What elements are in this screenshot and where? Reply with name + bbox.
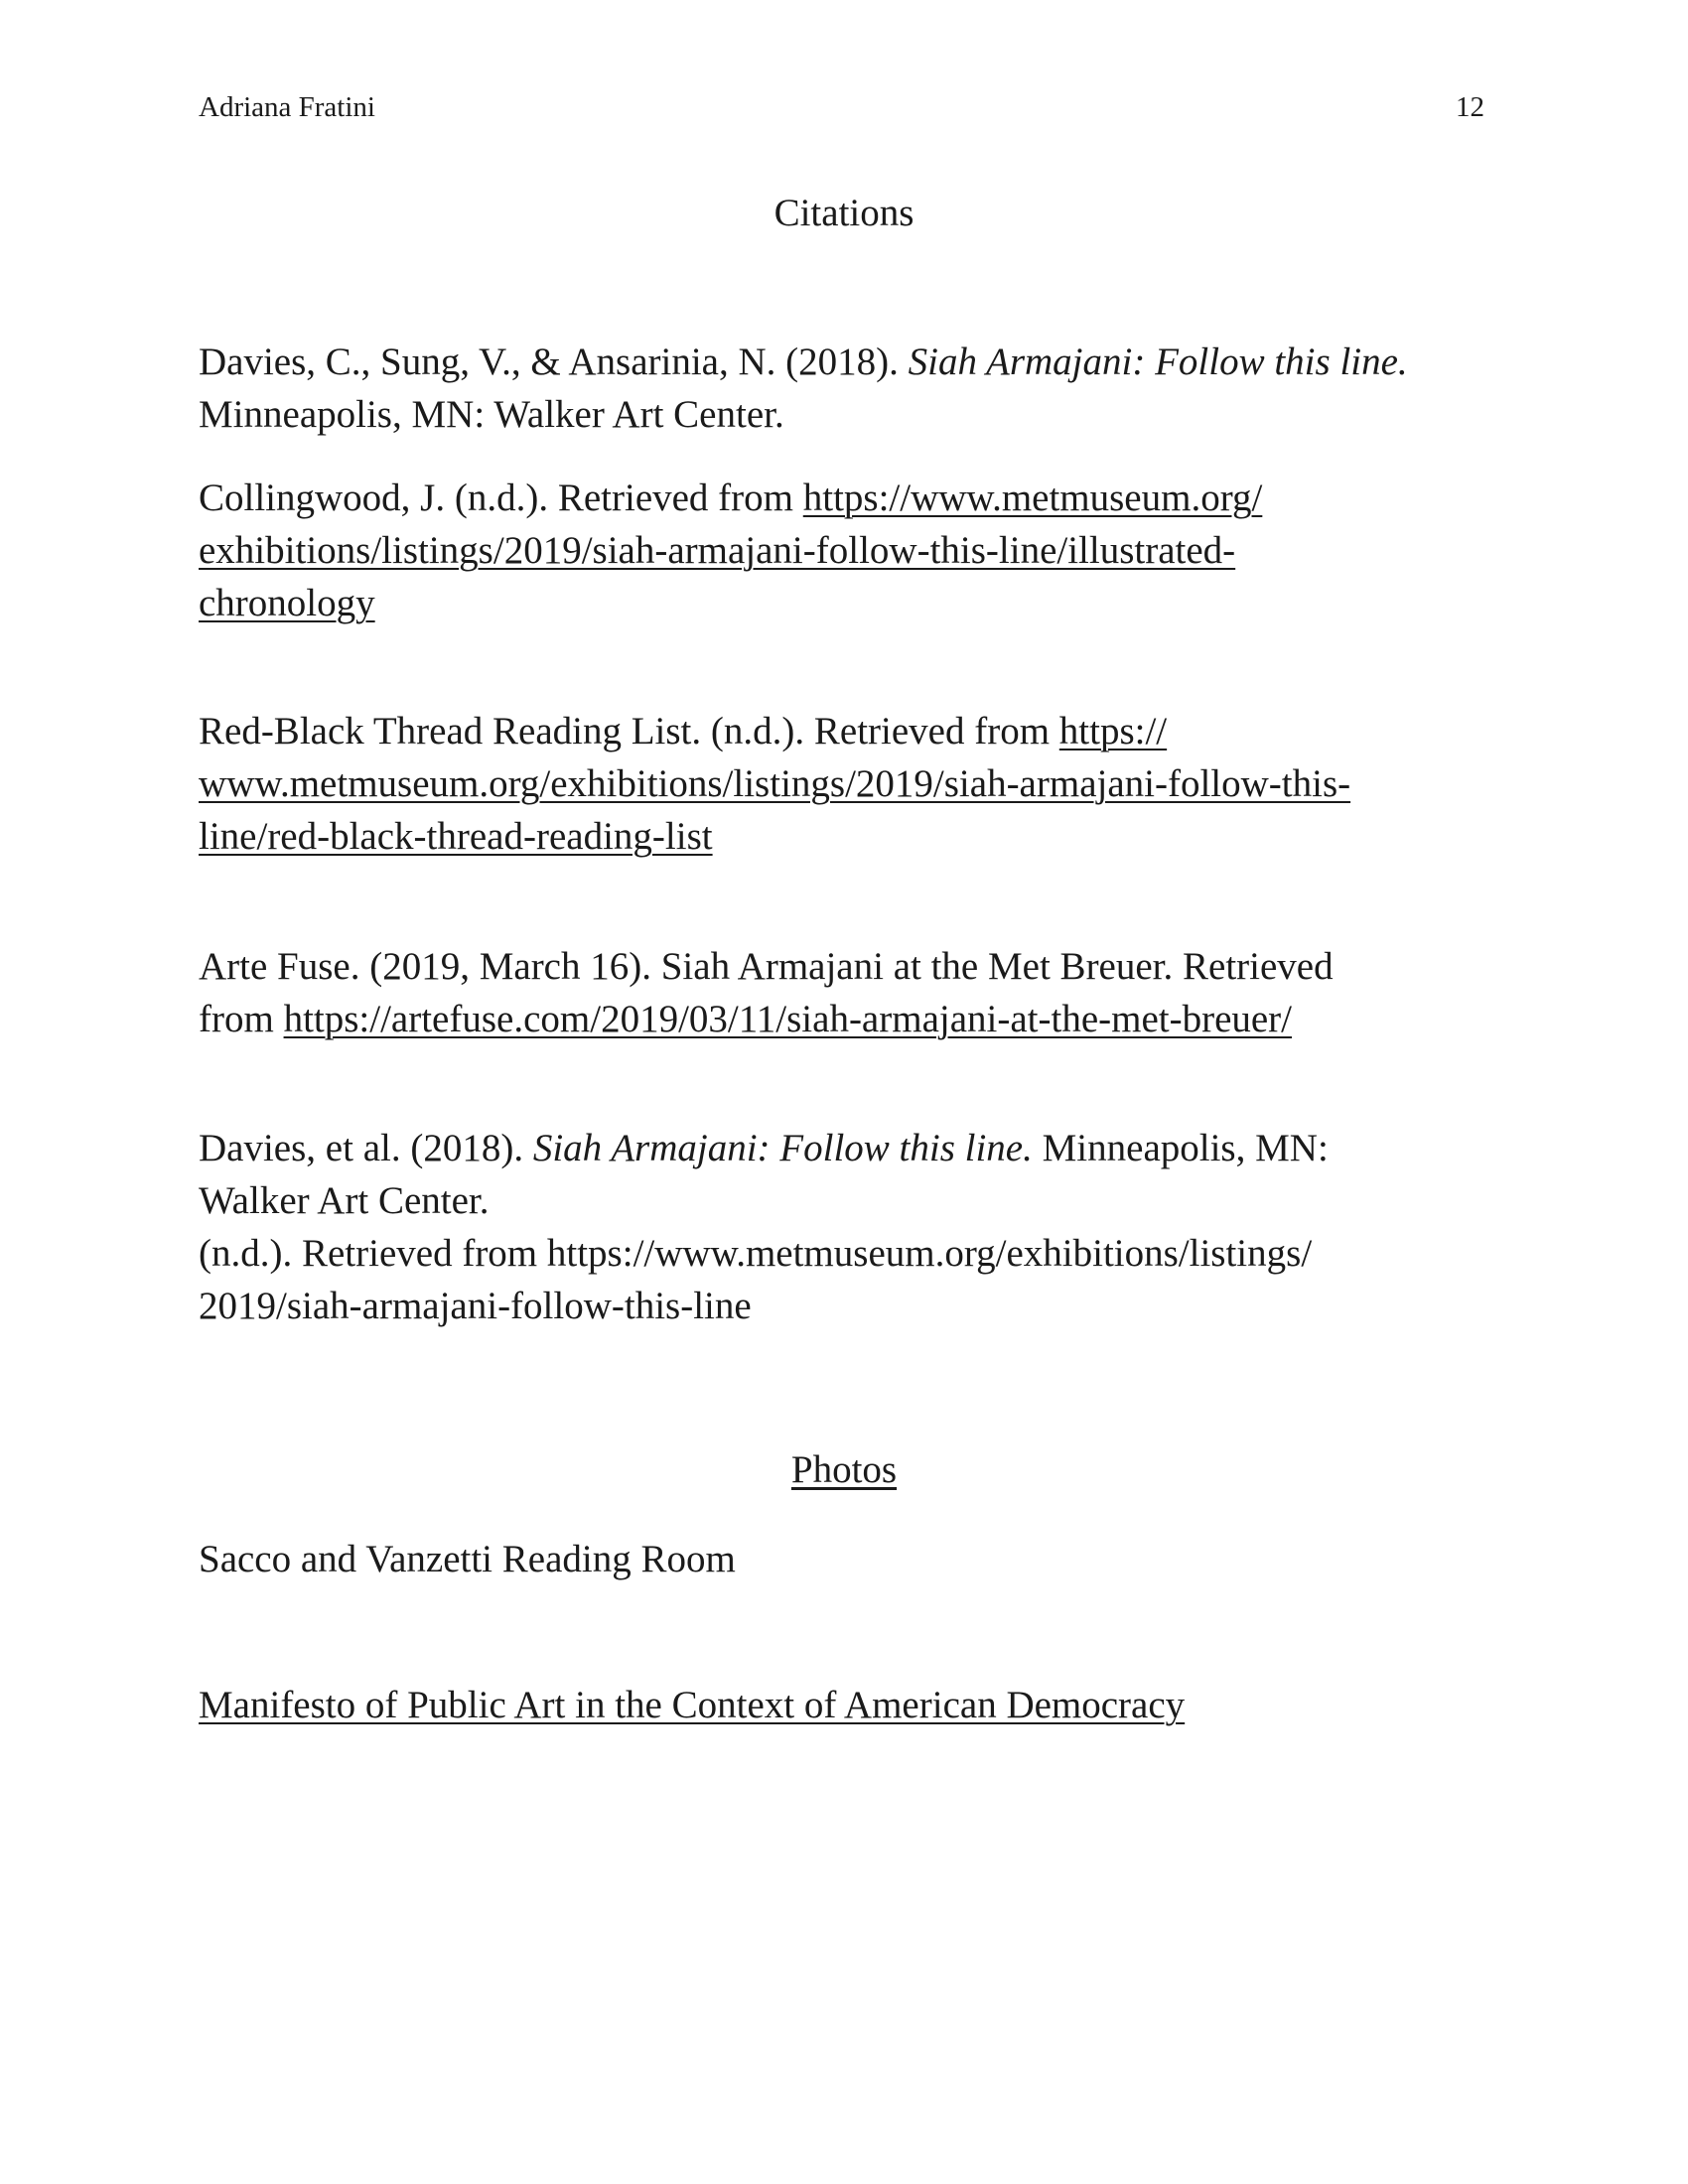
header-author: Adriana Fratini: [199, 91, 375, 123]
photo-item-manifesto-link[interactable]: Manifesto of Public Art in the Context of American Democracy: [199, 1684, 1186, 1726]
citation-2-link-part-3[interactable]: chronology: [199, 582, 375, 624]
citation-5-lead: Davies, et al. (2018).: [199, 1127, 533, 1169]
citation-2-lead: Collingwood, J. (n.d.). Retrieved from: [199, 477, 803, 519]
citation-3-lead: Red-Black Thread Reading List. (n.d.). Retrieved from: [199, 710, 1059, 752]
citation-6-line-1: (n.d.). Retrieved from https://www.metmuseum.org/exhibitions/listings/: [199, 1232, 1313, 1275]
citation-5-tail-2: Walker Art Center.: [199, 1179, 490, 1222]
citation-4: [199, 940, 1489, 1045]
citation-4-lead: Arte Fuse. (2019, March 16). Siah Armajani at the Met Breuer. Retrieved: [199, 945, 1334, 988]
citation-3: [199, 705, 1489, 863]
citation-2-link-part-1[interactable]: https://www.metmuseum.org/: [802, 477, 1263, 519]
photo-item-reading-room: Sacco and Vanzetti Reading Room: [199, 1538, 736, 1580]
citation-3-link-part-3[interactable]: line/red-black-thread-reading-list: [199, 815, 713, 858]
citation-5-tail-1: Minneapolis, MN:: [1032, 1127, 1329, 1169]
header-page-number: 12: [1456, 91, 1484, 123]
citations-heading: Citations: [774, 192, 914, 234]
citation-1: [199, 336, 1489, 441]
citation-2-link-part-2[interactable]: exhibitions/listings/2019/siah-armajani-follow-this-line/illustrated-: [199, 529, 1236, 572]
citation-1-tail: Minneapolis, MN: Walker Art Center.: [199, 393, 784, 436]
citation-1-title: Siah Armajani: Follow this line.: [908, 341, 1408, 383]
citation-3-link-part-2[interactable]: www.metmuseum.org/exhibitions/listings/2019/siah-armajani-follow-this-: [199, 762, 1351, 805]
photos-heading: Photos: [790, 1448, 898, 1491]
citation-1-lead: Davies, C., Sung, V., & Ansarinia, N. (2018).: [199, 341, 909, 383]
citation-2: [199, 472, 1489, 629]
citation-6: [199, 1227, 1489, 1332]
citation-5: [199, 1122, 1489, 1227]
citation-4-from: from: [199, 998, 284, 1040]
citation-5-title: Siah Armajani: Follow this line.: [532, 1127, 1033, 1169]
citation-3-link-part-1[interactable]: https://: [1058, 710, 1168, 752]
citation-4-link[interactable]: https://artefuse.com/2019/03/11/siah-armajani-at-the-met-breuer/: [283, 998, 1293, 1040]
citation-6-line-2: 2019/siah-armajani-follow-this-line: [199, 1285, 752, 1327]
